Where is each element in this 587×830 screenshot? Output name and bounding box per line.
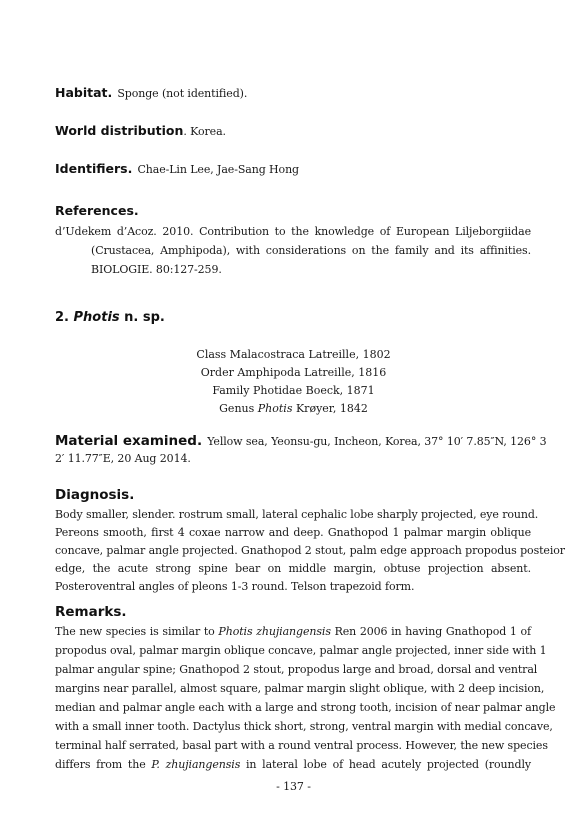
taxonomy-class: Class Malacostraca Latreille, 1802 <box>196 348 391 361</box>
species-number: 2. <box>55 310 69 325</box>
remarks-species-1: Photis zhujiangensis <box>218 625 331 638</box>
material-line-1 <box>55 430 547 449</box>
remarks-line-7: terminal half serrated, basal part with a round ventral process. However, the new species <box>55 739 548 752</box>
habitat-label: Habitat. <box>55 85 113 100</box>
species-genus: Photis <box>73 310 120 325</box>
identifiers-line <box>55 158 299 177</box>
page-number: - 137 - <box>276 780 311 793</box>
world-distribution-text: . Korea. <box>183 125 226 138</box>
world-distribution-label: World distribution <box>55 123 184 138</box>
taxonomy-order: Order Amphipoda Latreille, 1816 <box>200 366 387 379</box>
remarks-line-2: propodus oval, palmar margin oblique concave, palmar angle projected, inner side with 1 <box>55 644 547 657</box>
taxonomy-genus-name: Photis <box>257 402 293 415</box>
diagnosis-line-1: Body smaller, slender. rostrum small, lateral cephalic lobe sharply projected, eye round. <box>55 508 539 521</box>
habitat-line <box>55 82 247 101</box>
remarks-line-1 <box>55 623 531 641</box>
diagnosis-line-3: concave, palmar angle projected. Gnathopod 2 stout, palm edge approach propodus posteior <box>55 544 565 557</box>
species-heading <box>55 310 165 325</box>
diagnosis-line-4: edge, the acute strong spine bear on middle margin, obtuse projection absent. <box>55 562 531 575</box>
references-heading: References. <box>55 203 139 218</box>
remarks-line-5: median and palmar angle each with a large and strong tooth, incision of near palmar angle <box>55 701 556 714</box>
taxonomy-genus-author: Krøyer, 1842 <box>295 402 368 415</box>
remarks-heading: Remarks. <box>55 604 127 620</box>
material-text-2: 2′ 11.77″E, 20 Aug 2014. <box>55 452 191 465</box>
remarks-line-6: with a small inner tooth. Dactylus thick short, strong, ventral margin with medial concave, <box>55 720 553 733</box>
species-suffix: n. sp. <box>124 310 165 325</box>
habitat-text: Sponge (not identified). <box>117 87 248 100</box>
taxonomy-family: Family Photidae Boeck, 1871 <box>212 384 375 397</box>
diagnosis-line-5: Posteroventral angles of pleons 1-3 round. Telson trapezoid form. <box>55 580 415 593</box>
world-distribution-line <box>55 120 226 139</box>
remarks-line-3: palmar angular spine; Gnathopod 2 stout, propodus large and broad, dorsal and ventral <box>55 663 538 676</box>
reference-line-1: d’Udekem d’Acoz. 2010. Contribution to the knowledge of European Liljeborgiidae <box>55 225 531 238</box>
taxonomy-genus-prefix: Genus <box>219 402 255 415</box>
material-label: Material examined. <box>55 433 203 449</box>
reference-line-2: (Crustacea, Amphipoda), with considerations on the family and its affinities. <box>91 244 531 257</box>
remarks-line-1-b: Ren 2006 in having Gnathopod 1 of <box>334 625 531 638</box>
identifiers-label: Identifiers. <box>55 161 133 176</box>
diagnosis-heading: Diagnosis. <box>55 487 135 503</box>
remarks-line-8-a: differs from the <box>55 758 146 771</box>
remarks-line-8-b: in lateral lobe of head acutely projected (roundly <box>246 758 532 771</box>
taxonomy-genus <box>0 400 587 418</box>
diagnosis-line-2: Pereons smooth, first 4 coxae narrow and deep. Gnathopod 1 palmar margin oblique <box>55 526 531 539</box>
reference-line-3: BIOLOGIE. 80:127-259. <box>91 263 222 276</box>
remarks-species-2: P. zhujiangensis <box>151 758 241 771</box>
remarks-line-1-a: The new species is similar to <box>55 625 215 638</box>
remarks-line-4: margins near parallel, almost square, palmar margin slight oblique, with 2 deep incision, <box>55 682 545 695</box>
material-text-1: Yellow sea, Yeonsu-gu, Incheon, Korea, 37° 10′ 7.85″N, 126° 3 <box>207 435 547 448</box>
identifiers-text: Chae-Lin Lee, Jae-Sang Hong <box>137 163 299 176</box>
remarks-line-8 <box>55 756 531 774</box>
